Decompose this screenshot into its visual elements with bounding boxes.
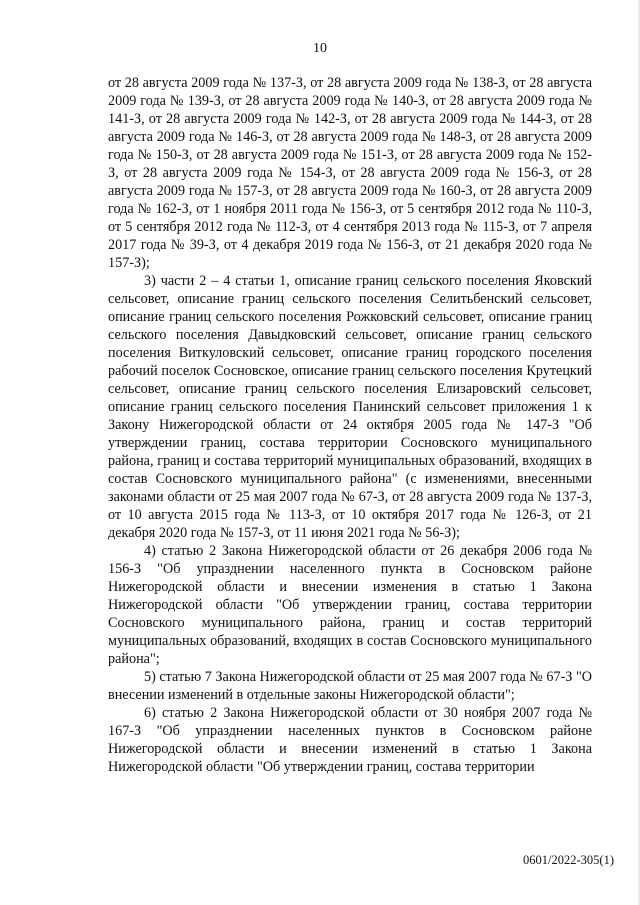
- document-code: 0601/2022-305(1): [523, 853, 614, 867]
- paragraph-item-3: 3) части 2 – 4 статьи 1, описание границ сельского поселения Яковский сельсовет, описание границ сельского поселения Селитьбенский сельсовет, описание границ сельского поселения Рожковский сельсовет, описание границ сельского поселения Давыдковский сельсовет, описание границ сельского поселения Виткуловский сельсовет, описание границ городского поселения рабочий поселок Сосновское, описание границ сельского поселения Крутецкий сельсовет, описание границ сельского поселения Елизаровский сельсовет, описание границ сельского поселения Панинский сельсовет приложения 1 к Закону Нижегородской области от 24 октября 2005 года № 147-З "Об утверждении границ, состава территории Сосновского муниципального района, границ и состава территорий муниципальных образований, входящих в состав Сосновского муниципального района" (с изменениями, внесенными законами области от 25 мая 2007 года № 67-З, от 28 августа 2009 года № 137-З, от 10 августа 2015 года № 113-З, от 10 октября 2017 года № 126-З, от 21 декабря 2020 года № 157-З, от 11 июня 2021 года № 56-З);: [108, 273, 592, 541]
- paragraph-item-5: 5) статью 7 Закона Нижегородской области от 25 мая 2007 года № 67-З "О внесении изменений в отдельные законы Нижегородской области";: [108, 669, 592, 703]
- page-number: 10: [313, 41, 327, 56]
- paragraph-item-4: 4) статью 2 Закона Нижегородской области от 26 декабря 2006 года № 156-З "Об упразднении населенного пункта в Сосновском районе Нижегородской области и внесении изменения в статью 1 Закона Нижегородской области "Об утверждении границ, состава территории Сосновского муниципального района, границ и состав территорий муниципальных образований, входящих в состав Сосновского муниципального района";: [108, 543, 592, 667]
- paragraph-item-6: 6) статью 2 Закона Нижегородской области от 30 ноября 2007 года № 167-З "Об упразднении населенных пунктов в Сосновском районе Нижегородской области и внесении изменений в статью 1 Закона Нижегородской области "Об утверждении границ, состава территории: [108, 705, 592, 775]
- document-body: [108, 74, 592, 776]
- paragraph-continuation: от 28 августа 2009 года № 137-З, от 28 августа 2009 года № 138-З, от 28 августа 2009 года № 139-З, от 28 августа 2009 года № 140-З, от 28 августа 2009 года № 141-З, от 28 августа 2009 года № 142-З, от 28 августа 2009 года № 144-З, от 28 августа 2009 года № 146-З, от 28 августа 2009 года № 148-З, от 28 августа 2009 года № 150-З, от 28 августа 2009 года № 151-З, от 28 августа 2009 года № 152-З, от 28 августа 2009 года № 154-З, от 28 августа 2009 года № 156-З, от 28 августа 2009 года № 157-З, от 28 августа 2009 года № 160-З, от 28 августа 2009 года № 162-З, от 1 ноября 2011 года № 156-З, от 5 сентября 2012 года № 110-З, от 5 сентября 2012 года № 112-З, от 4 сентября 2013 года № 115-З, от 7 апреля 2017 года № 39-З, от 4 декабря 2019 года № 156-З, от 21 декабря 2020 года № 157-З);: [108, 75, 592, 271]
